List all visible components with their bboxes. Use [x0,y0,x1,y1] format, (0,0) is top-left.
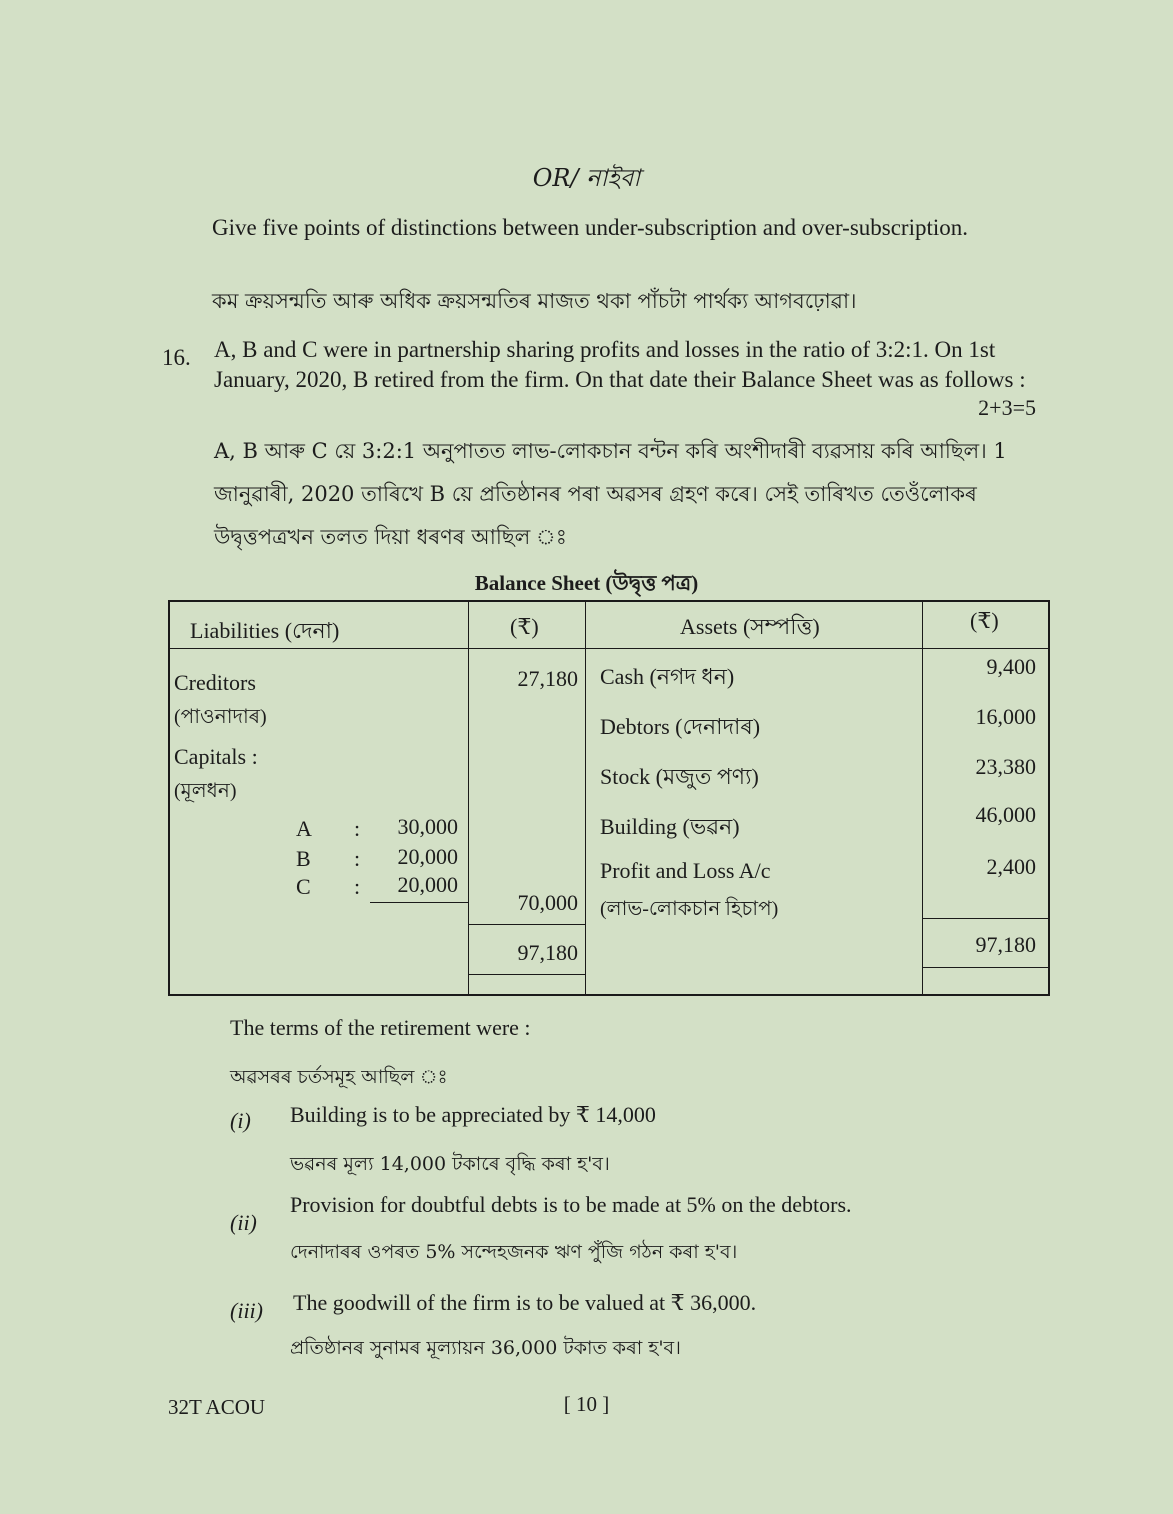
liabilities-header: Liabilities (দেনা) [190,618,340,643]
partner-capital-amount: 30,000 [397,814,458,839]
asset-amount: 16,000 [975,704,1036,729]
asset-amount: 23,380 [975,754,1036,779]
term-assamese: প্ৰতিষ্ঠানৰ সুনামৰ মূল্যায়ন 36,000 টকাত কৰা হ'ব। [290,1337,681,1359]
assets-header: Assets (সম্পত্তি) [680,614,820,639]
term-assamese: ভৱনৰ মূল্য 14,000 টকাৰে বৃদ্ধি কৰা হ'ব। [290,1153,610,1175]
partner-capital-amount: 20,000 [397,872,458,897]
question-15-assamese: কম ক্রয়সন্মতি আৰু অধিক ক্রয়সন্মতিৰ মাজত থকা পাঁচটা পাৰ্থক্য আগবঢ়োৱা। [212,289,857,313]
question-16-number: 16. [162,345,191,370]
term-number: (iii) [230,1298,263,1323]
partner-capital-amount: 20,000 [397,844,458,869]
partner-name: C [296,874,311,899]
column-divider [468,602,469,994]
assets-total-rule-top [922,918,1048,919]
balance-sheet-title: Balance Sheet (উদ্বৃত্ত পত্ৰ) [474,571,699,595]
asset-label: Stock (মজুত পণ্য) [600,764,759,789]
balance-sheet-table [168,600,1050,996]
asset-label: Building (ভৱন) [600,814,740,839]
partner-name: B [296,846,311,871]
assets-total-rule-bottom [922,967,1048,968]
capitals-total-amount: 70,000 [517,890,578,915]
asset-label-assamese: (লাভ-লোকচান হিচাপ) [600,898,779,920]
asset-amount: 9,400 [986,654,1036,679]
page-number: [ 10 ] [563,1392,610,1416]
asset-label: Cash (নগদ ধন) [600,664,735,689]
creditors-label-assamese: (পাওনাদাৰ) [174,706,267,728]
or-heading: OR/ নাইবা [532,164,641,192]
capitals-label: Capitals : [174,744,258,769]
term-number: (i) [230,1108,251,1133]
terms-intro-assamese: অৱসৰৰ চৰ্তসমূহ আছিল ঃ [230,1066,448,1088]
liabilities-total-amount: 97,180 [517,940,578,965]
assets-total-amount: 97,180 [975,932,1036,957]
capitals-label-assamese: (মূলধন) [174,780,237,802]
term-english: The goodwill of the firm is to be valued at ₹ 36,000. [293,1290,757,1315]
question-15-english: Give five points of distinctions between under-subscription and over-subscription. [212,215,969,240]
asset-label: Profit and Loss A/c [600,858,771,883]
term-assamese: দেনাদাৰৰ ওপৰত 5% সন্দেহজনক ঋণ পুঁজি গঠন কৰা হ'ব। [290,1241,738,1263]
creditors-amount: 27,180 [517,666,578,691]
rupee-header-left: (₹) [510,614,539,639]
asset-label: Debtors (দেনাদাৰ) [600,714,761,739]
terms-intro-english: The terms of the retirement were : [230,1015,531,1040]
question-16-assamese: A, B আৰু C য়ে 3:2:1 অনুপাতত লাভ-লোকচান বন্টন কৰি অংশীদাৰী ব্যৱসায় কৰি আছিল। 1 জানুৱাৰী, 2020 তাৰিখে B য়ে প্ৰতিষ্ঠানৰ পৰা অৱসৰ গ্ৰহণ কৰে। সেই তাৰিখত তেওঁলোকৰ উদ্বৃত্তপত্ৰখন তলত দিয়া ধৰণৰ আছিল ঃ [214,439,1007,549]
capital-subtotal-rule [370,902,468,903]
rupee-header-right: (₹) [970,608,999,633]
partner-name: A [296,816,312,841]
creditors-label: Creditors [174,670,256,695]
term-number: (ii) [230,1210,257,1235]
term-english: Building is to be appreciated by ₹ 14,000 [290,1102,656,1127]
liabilities-total-rule-top [468,924,585,925]
question-16-english: A, B and C were in partnership sharing profits and losses in the ratio of 3:2:1. On 1st January, 2020, B retired from the firm. On that date their Balance Sheet was as follows : [214,337,1026,392]
paper-code: 32T ACOU [168,1395,266,1419]
partner-separator: : [354,874,361,899]
partner-separator: : [354,816,361,841]
partner-separator: : [354,846,361,871]
asset-amount: 2,400 [986,854,1036,879]
column-divider [585,602,586,994]
asset-amount: 46,000 [975,802,1036,827]
liabilities-total-rule-bottom [468,974,585,975]
question-16-marks: 2+3=5 [978,395,1036,420]
term-english: Provision for doubtful debts is to be made at 5% on the debtors. [290,1192,852,1217]
